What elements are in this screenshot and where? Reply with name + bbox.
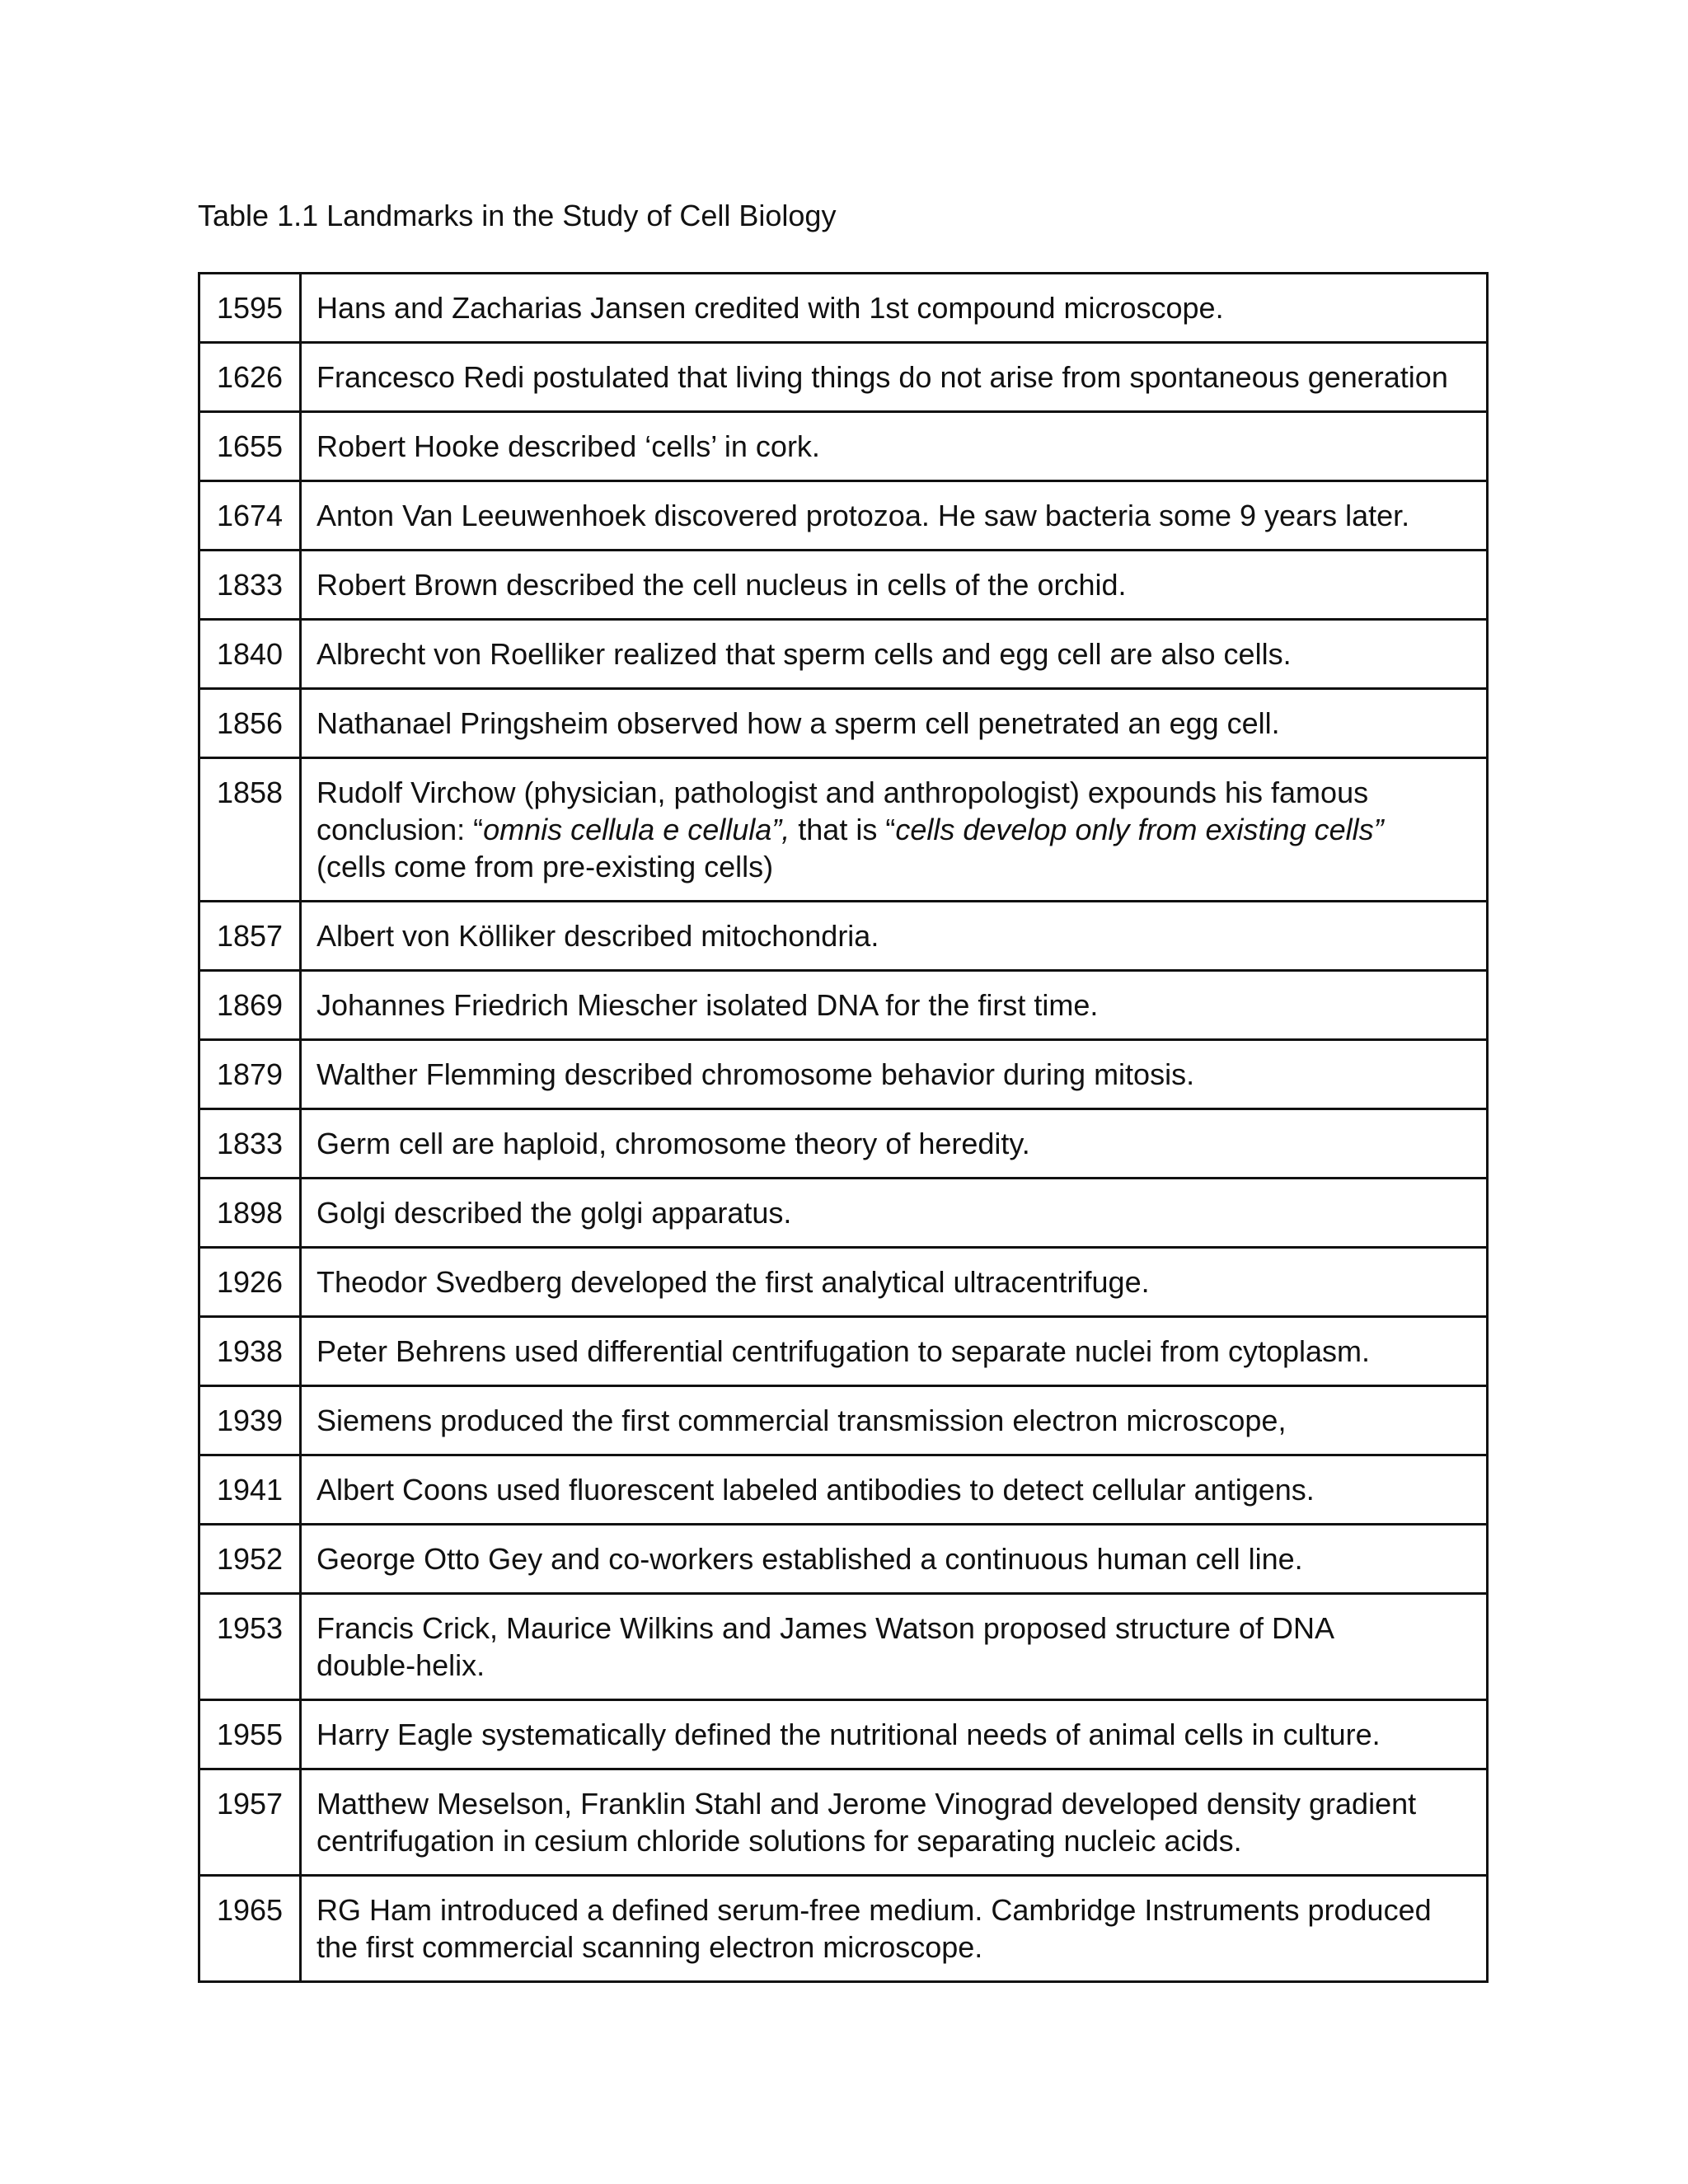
event-text: Robert Brown described the cell nucleus in cells of the orchid. [316,568,1127,602]
table-row [199,1386,1488,1455]
event-cell [301,1179,1488,1248]
table-caption: Table 1.1 Landmarks in the Study of Cell Biology [198,199,837,232]
event-cell [301,902,1488,971]
event-text-segment: conclusion: “ [316,813,484,846]
table-row [199,902,1488,971]
event-cell [301,971,1488,1040]
event-cell [301,1455,1488,1525]
year-cell: 1858 [199,758,301,902]
year-cell: 1939 [199,1386,301,1455]
event-cell [301,274,1488,343]
table-row [199,412,1488,481]
event-text: (cells come from pre-existing cells) [316,850,774,883]
table-row [199,971,1488,1040]
year-cell: 1595 [199,274,301,343]
event-text: Germ cell are haploid, chromosome theory of heredity. [316,1127,1030,1160]
event-text: George Otto Gey and co-workers established a continuous human cell line. [316,1542,1303,1576]
table-row [199,343,1488,412]
year-cell: 1965 [199,1876,301,1982]
event-text: Golgi described the golgi apparatus. [316,1196,792,1230]
event-text-segment: that is “ [790,813,896,846]
year-cell: 1857 [199,902,301,971]
year-cell: 1941 [199,1455,301,1525]
event-text-mixed [316,811,1483,848]
table-row [199,1455,1488,1525]
table-row [199,551,1488,620]
year-cell: 1938 [199,1317,301,1386]
table-row [199,1179,1488,1248]
table-row [199,1525,1488,1594]
event-cell [301,1594,1488,1700]
event-text: Albrecht von Roelliker realized that sperm cells and egg cell are also cells. [316,637,1292,671]
event-cell [301,1525,1488,1594]
event-cell [301,343,1488,412]
event-cell [301,620,1488,689]
table-row [199,620,1488,689]
event-cell [301,1876,1488,1982]
table-row [199,1769,1488,1876]
event-text: Peter Behrens used differential centrifugation to separate nuclei from cytoplasm. [316,1334,1371,1368]
year-cell: 1879 [199,1040,301,1109]
event-cell [301,1700,1488,1769]
event-cell [301,412,1488,481]
event-cell [301,1317,1488,1386]
year-cell: 1926 [199,1248,301,1317]
year-cell: 1869 [199,971,301,1040]
table-row [199,1876,1488,1982]
event-text: Francis Crick, Maurice Wilkins and James Watson proposed structure of DNA [316,1611,1335,1645]
year-cell: 1674 [199,481,301,551]
event-text: Albert Coons used fluorescent labeled antibodies to detect cellular antigens. [316,1473,1315,1507]
event-text: Anton Van Leeuwenhoek discovered protozoa. He saw bacteria some 9 years later. [316,499,1410,532]
year-cell: 1626 [199,343,301,412]
table-row [199,689,1488,758]
table-row [199,1700,1488,1769]
event-text: Theodor Svedberg developed the first analytical ultracentrifuge. [316,1265,1150,1299]
event-text: Siemens produced the first commercial transmission electron microscope, [316,1404,1287,1437]
event-text: RG Ham introduced a defined serum-free medium. Cambridge Instruments produced [316,1893,1432,1927]
event-text: Hans and Zacharias Jansen credited with 1st compound microscope. [316,291,1224,325]
event-text: Johannes Friedrich Miescher isolated DNA for the first time. [316,988,1099,1022]
year-cell: 1953 [199,1594,301,1700]
event-text: Matthew Meselson, Franklin Stahl and Jerome Vinograd developed density gradient [316,1787,1417,1821]
event-text: Robert Hooke described ‘cells’ in cork. [316,429,820,463]
event-text: Albert von Kölliker described mitochondria. [316,919,879,953]
year-cell: 1952 [199,1525,301,1594]
year-cell: 1856 [199,689,301,758]
table-row [199,1317,1488,1386]
event-cell [301,689,1488,758]
event-cell [301,1109,1488,1179]
year-cell: 1833 [199,1109,301,1179]
translation-quote: cells develop only from existing cells” [895,813,1384,846]
event-cell [301,758,1488,902]
table-row [199,758,1488,902]
table-row [199,1594,1488,1700]
event-cell [301,1040,1488,1109]
year-cell: 1955 [199,1700,301,1769]
event-cell [301,1769,1488,1876]
year-cell: 1655 [199,412,301,481]
year-cell: 1898 [199,1179,301,1248]
year-cell: 1840 [199,620,301,689]
latin-quote: omnis cellula e cellula”, [483,813,790,846]
table-row [199,481,1488,551]
event-cell [301,1386,1488,1455]
table-row [199,1109,1488,1179]
landmarks-table [198,272,1489,1983]
table-row [199,1248,1488,1317]
table-row [199,274,1488,343]
year-cell: 1957 [199,1769,301,1876]
event-cell [301,481,1488,551]
event-text: centrifugation in cesium chloride solutions for separating nucleic acids. [316,1824,1242,1858]
event-text: Rudolf Virchow (physician, pathologist and anthropologist) expounds his famous [316,776,1369,809]
event-text: Harry Eagle systematically defined the nutritional needs of animal cells in culture. [316,1718,1381,1751]
year-cell: 1833 [199,551,301,620]
event-text: Walther Flemming described chromosome behavior during mitosis. [316,1057,1195,1091]
event-cell [301,1248,1488,1317]
table-row [199,1040,1488,1109]
event-text: Nathanael Pringsheim observed how a sperm cell penetrated an egg cell. [316,706,1280,740]
event-text: the first commercial scanning electron microscope. [316,1930,983,1964]
event-cell [301,551,1488,620]
event-text: Francesco Redi postulated that living things do not arise from spontaneous generation [316,360,1448,394]
event-text: double-helix. [316,1648,485,1682]
